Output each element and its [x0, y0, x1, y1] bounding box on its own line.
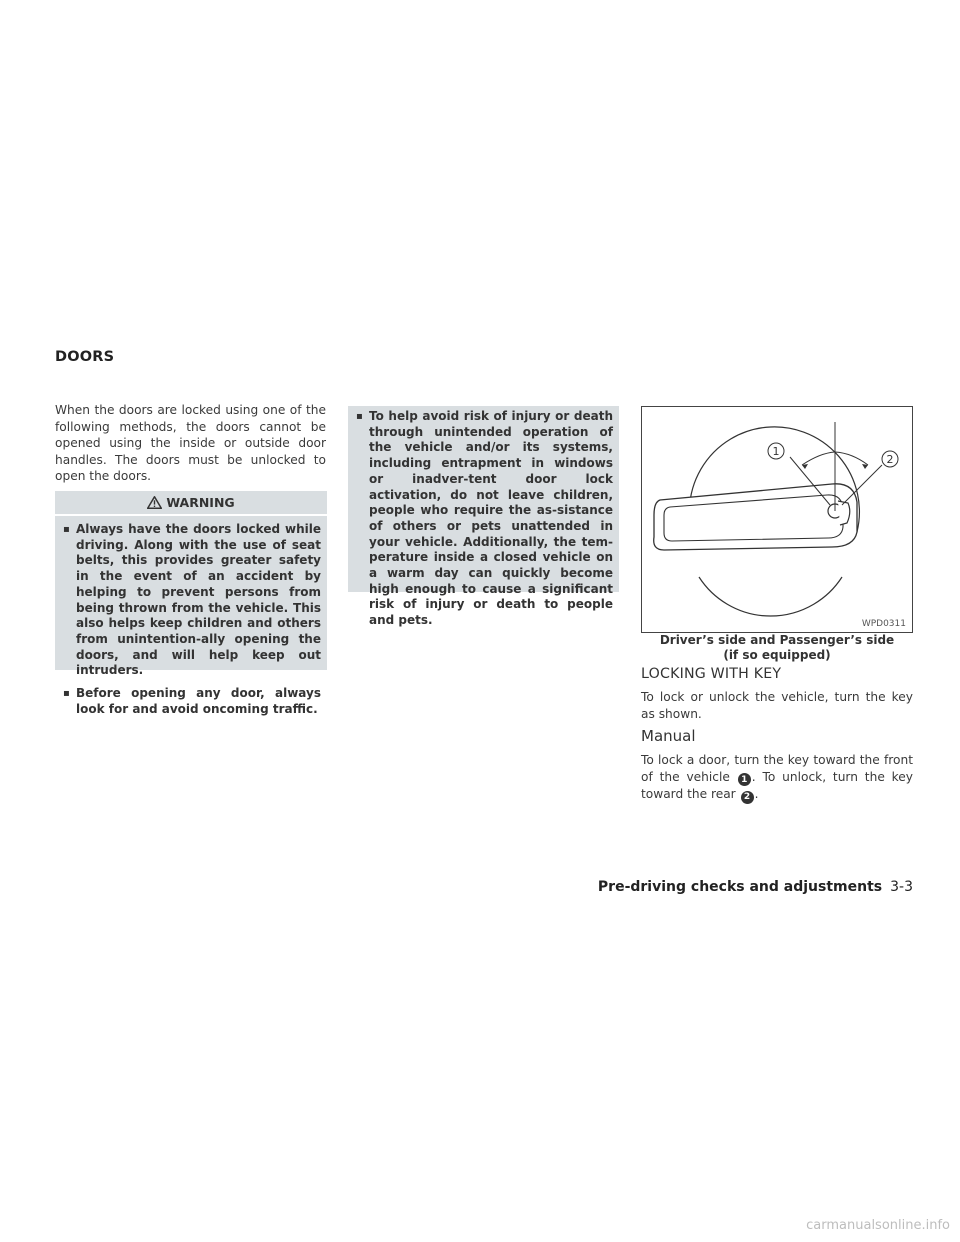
page-footer: [598, 879, 913, 895]
warning-list: [356, 409, 613, 636]
door-handle-illustration: [642, 407, 912, 632]
callout-2: 2: [886, 453, 894, 466]
figure-code: WPD0311: [861, 619, 906, 629]
warning-box: [55, 491, 327, 716]
manual-text: To lock a door, turn the key toward the front of the vehicle: [641, 753, 913, 784]
warning-header: [55, 491, 327, 516]
footer-section-title: Pre-driving checks and adjustments: [597, 879, 883, 895]
heading-locking-with-key: LOCKING WITH KEY: [641, 666, 782, 682]
intro-paragraph: When the doors are locked using one of the following methods, the doors cannot be opened using the inside or outside door handles. The doors must be unlocked to open the doors.: [55, 403, 326, 483]
figure-caption-line: (if so equipped): [723, 648, 831, 662]
heading-manual: Manual: [641, 727, 696, 745]
warning-triangle-icon: [147, 496, 162, 509]
warning-list: [63, 522, 321, 724]
section-title: DOORS: [55, 349, 115, 365]
manual-text: .: [754, 787, 759, 802]
manual-paragraph: [641, 752, 913, 804]
page-number: 3-3: [890, 879, 913, 895]
door-handle-figure: [641, 406, 913, 633]
callout-1: 1: [772, 445, 780, 458]
warning-item: ▪ Before opening any door, always look for and avoid oncoming traffic.: [63, 686, 321, 717]
warning-box-continued: [348, 406, 619, 628]
watermark: carmanualsonline.info: [806, 1218, 950, 1233]
callout-ref-1: 1: [738, 773, 751, 786]
warning-item: ▪ To help avoid risk of injury or death through unintended operation of the vehicle and/or its systems, including entrapment in windows or inadver-tent door lock activation, do not leave children, people who require the as-sistance of others or pets unattended in your vehicle. Additionally, the tem-perature inside a closed vehicle on a warm day can quickly become high enough to cause a significant risk of injury or death to people and pets.: [356, 409, 613, 629]
figure-caption-line: Driver’s side and Passenger’s side: [659, 633, 895, 647]
locking-paragraph: To lock or unlock the vehicle, turn the key as shown.: [641, 690, 913, 721]
warning-item: ▪ Always have the doors locked while driving. Along with the use of seat belts, this provides greater safety in the event of an accident by helping to prevent persons from being thrown from the vehicle. This also helps keep children and others from unintention-ally opening the doors, and will help keep out intruders.: [63, 522, 321, 679]
warning-label: WARNING: [166, 495, 235, 510]
callout-ref-2: 2: [741, 791, 754, 804]
manual-text: . To unlock, turn the key toward the rear: [641, 769, 914, 802]
figure-caption: [641, 633, 913, 663]
